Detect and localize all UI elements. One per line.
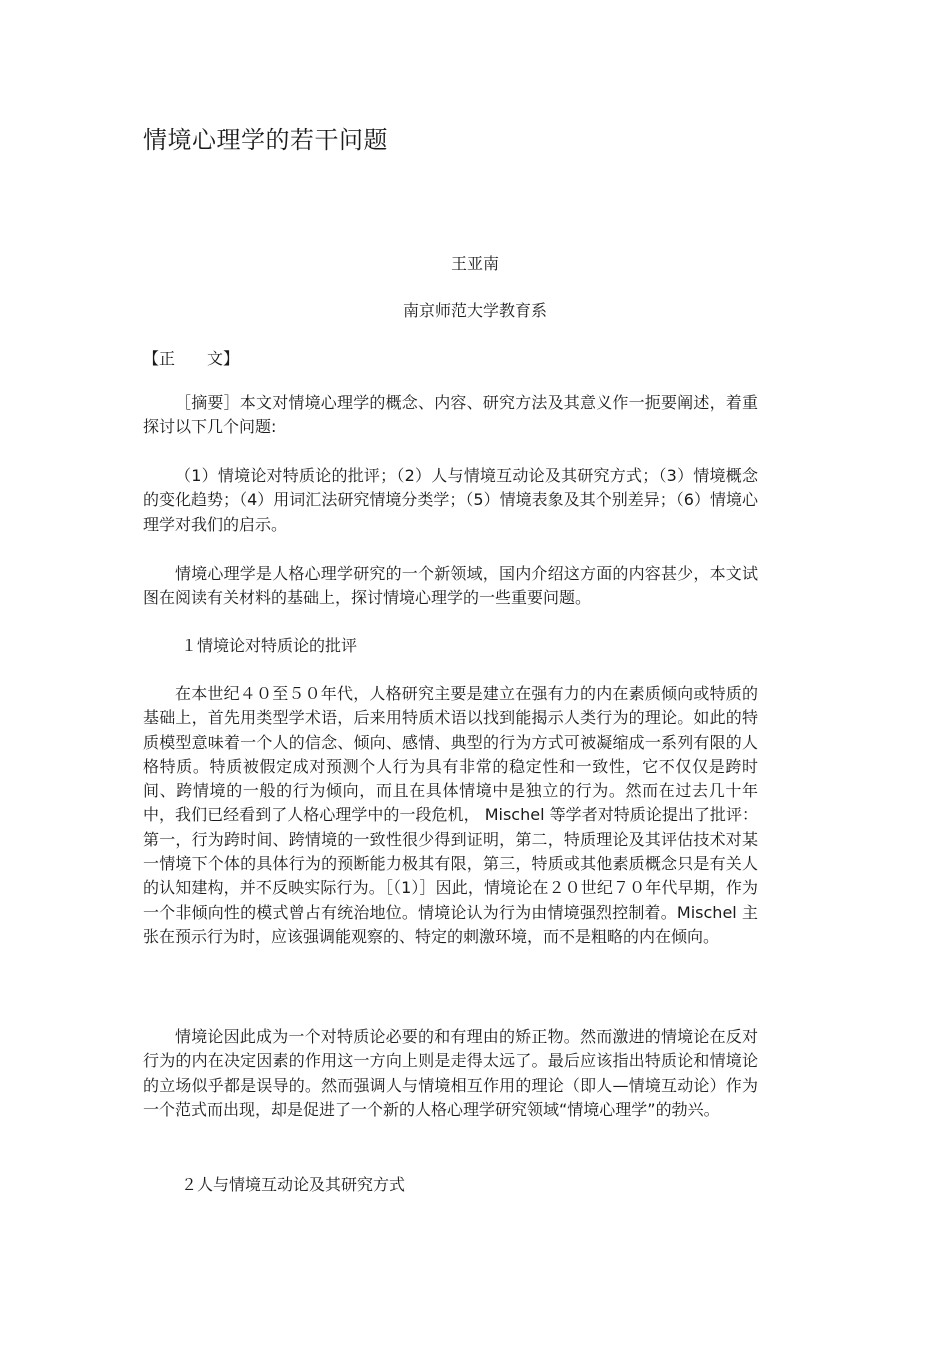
page-title: 情境心理学的若干问题: [143, 126, 388, 154]
abstract-points: （1）情境论对特质论的批评；（2）人与情境互动论及其研究方式；（3）情境概念的变化趋势；（4）用词汇法研究情境分类学；（5）情境表象及其个别差异；（6）情境心理学对我们的启示。: [143, 466, 758, 534]
intro-block: [143, 562, 758, 611]
abstract: ［摘要］本文对情境心理学的概念、内容、研究方法及其意义作一扼要阐述，着重探讨以下几个问题:: [143, 393, 758, 437]
para2-block: [143, 1025, 758, 1122]
affiliation: 南京师范大学教育系: [402, 301, 547, 320]
section-heading-2: ２人与情境互动论及其研究方式: [181, 1175, 406, 1194]
section-heading-1: １情境论对特质论的批评: [181, 636, 358, 655]
abstract-block: [143, 391, 758, 440]
abstract-points-block: [143, 464, 758, 537]
author: 王亚南: [450, 254, 499, 273]
paragraph-2: 情境论因此成为一个对特质论必要的和有理由的矫正物。然而激进的情境论在反对行为的内在决定因素的作用这一方向上则是走得太远了。最后应该指出特质论和情境论的立场似乎都是误导的。然而强调人与情境相互作用的理论（即人—情境互动论）作为一个范式而出现，却是促进了一个新的人格心理学研究领域“情境心理学”的勃兴。: [143, 1027, 758, 1119]
paragraph-1: 在本世纪４０至５０年代，人格研究主要是建立在强有力的内在素质倾向或特质的基础上，首先用类型学术语，后来用特质术语以找到能揭示人类行为的理论。如此的特质模型意味着一个人的信念、倾向、感情、典型的行为方式可被凝缩成一系列有限的人格特质。特质被假定成对预测个人行为具有非常的稳定性和一致性，它不仅仅是跨时间、跨情境的一般的行为倾向，而且在具体情境中是独立的行为。然而在过去几十年中，我们已经看到了人格心理学中的一段危机， Mischel 等学者对特质论提出了批评：第一，行为跨时间、跨情境的一致性很少得到证明，第二，特质理论及其评估技术对某一情境下个体的具体行为的预断能力极其有限，第三，特质或其他素质概念只是有关人的认知建构，并不反映实际行为。［（1）］因此，情境论在２０世纪７０年代早期，作为一个非倾向性的模式曾占有统治地位。情境论认为行为由情境强烈控制着。Mischel 主张在预示行为时，应该强调能观察的、特定的刺激环境，而不是粗略的内在倾向。: [143, 684, 758, 946]
intro-paragraph: 情境心理学是人格心理学研究的一个新领域，国内介绍这方面的内容甚少，本文试图在阅读有关材料的基础上，探讨情境心理学的一些重要问题。: [143, 564, 758, 608]
section-label: 【正 文】: [143, 349, 240, 368]
para1-block: [143, 682, 758, 949]
